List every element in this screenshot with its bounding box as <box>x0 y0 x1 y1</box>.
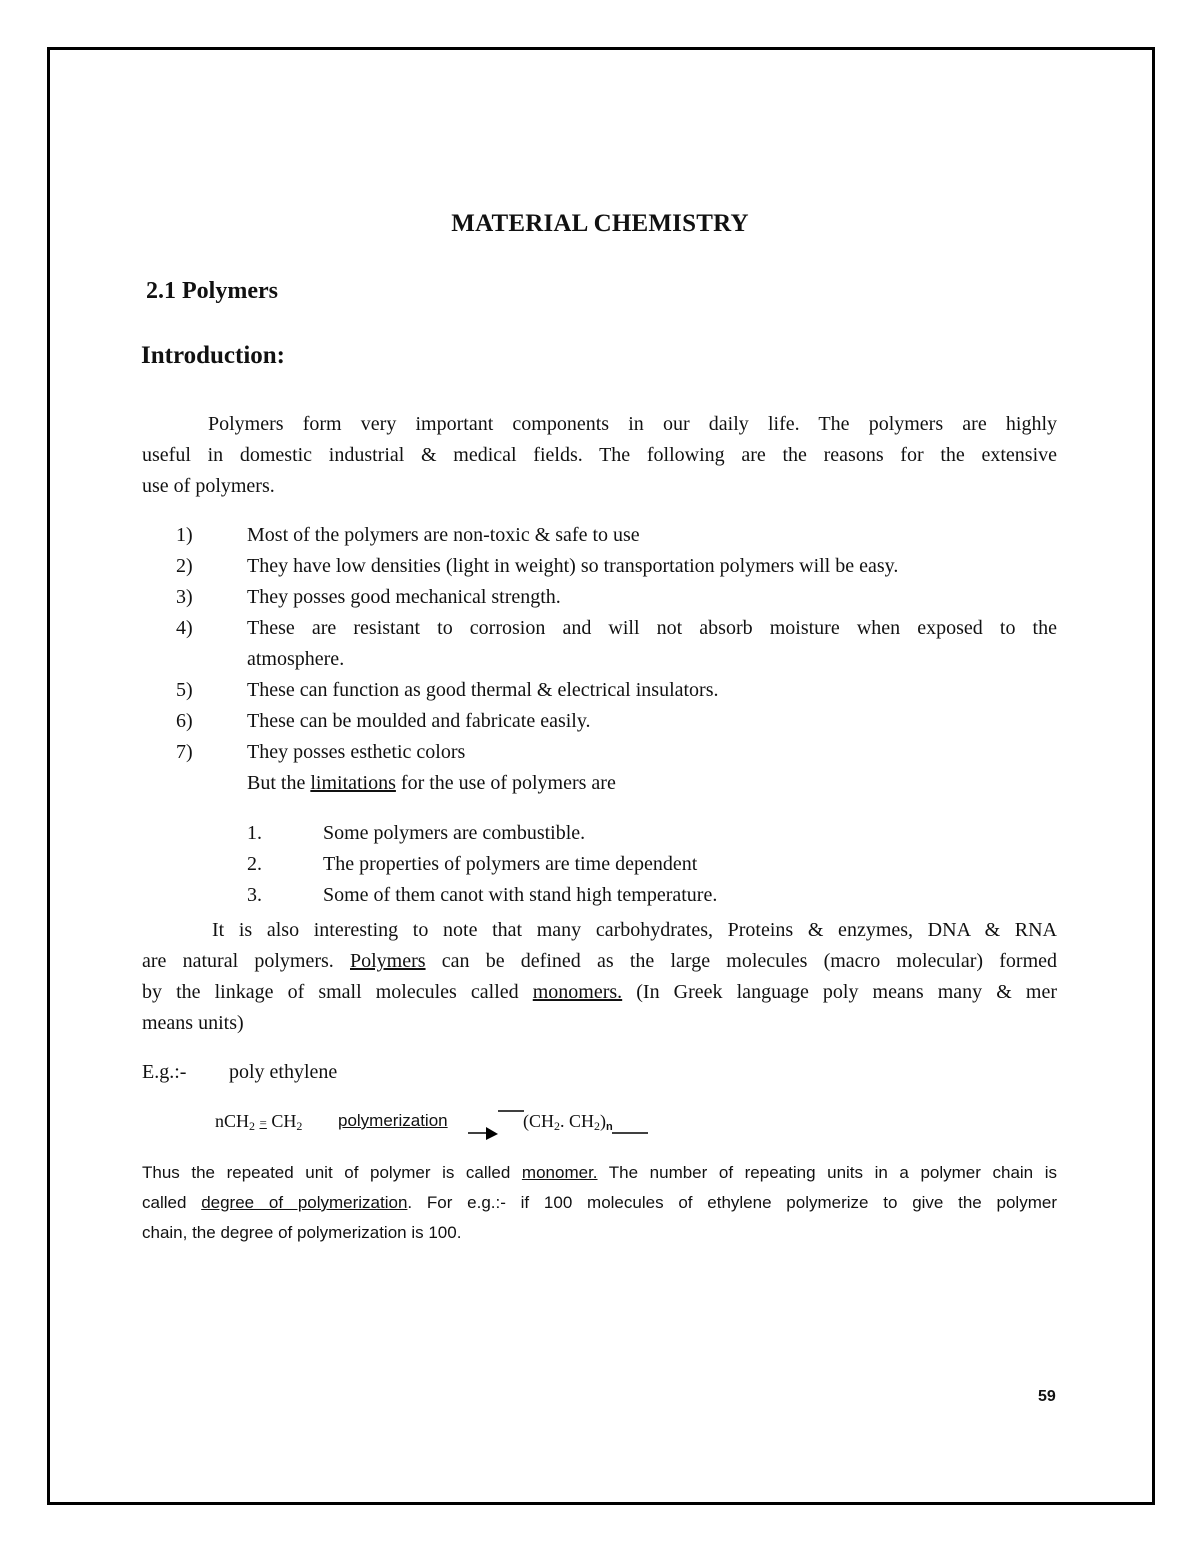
list-item: Some polymers are combustible. <box>323 822 586 844</box>
list-item: The properties of polymers are time dependent <box>323 853 698 875</box>
monomer-term: monomer. <box>521 1163 598 1182</box>
list-item: They posses good mechanical strength. <box>247 586 561 608</box>
list-item: Most of the polymers are non-toxic & safe to use <box>247 524 640 546</box>
polymerization-equation <box>215 1111 302 1134</box>
natural-line-1: It is also interesting to note that many carbohydrates, Proteins & enzymes, DNA & RNA <box>212 919 1057 941</box>
double-bond-sign: = <box>259 1115 267 1130</box>
limitations-intro-text-end: for the use of polymers are <box>395 772 616 794</box>
subscript: 2 <box>296 1119 303 1133</box>
natural-polymers-paragraph <box>142 915 1057 1039</box>
list-item-number: 7) <box>176 741 193 763</box>
limitations-intro <box>247 772 616 795</box>
arrow-label: polymerization <box>338 1111 448 1130</box>
limitations-intro-text: But the <box>247 772 311 794</box>
intro-paragraph <box>142 409 1057 502</box>
closing-line-2-start: called <box>142 1193 202 1212</box>
list-item: They posses esthetic colors <box>247 741 466 763</box>
list-item: These can function as good thermal & electrical insulators. <box>247 679 719 701</box>
closing-line-1 <box>142 1158 1057 1188</box>
closing-line-1-end: The number of repeating units in a polymer chain is <box>597 1163 1057 1182</box>
closing-line-2 <box>142 1188 1057 1218</box>
reactant-ch2-n: nCH <box>215 1111 250 1131</box>
list-item-number: 3. <box>247 884 262 906</box>
list-item-number: 1) <box>176 524 193 546</box>
natural-line-3 <box>142 977 1057 1008</box>
list-item-number: 3) <box>176 586 193 608</box>
polymers-term: Polymers <box>350 950 426 972</box>
intro-heading: Introduction: <box>141 342 286 369</box>
subscript: 2 <box>249 1119 256 1133</box>
intro-line-3: use of polymers. <box>142 475 275 497</box>
subscript: 2 <box>554 1119 560 1133</box>
monomers-term: monomers. <box>532 981 623 1003</box>
natural-line-3-end: (In Greek language poly means many & mer <box>622 981 1057 1003</box>
intro-line-1: Polymers form very important components in our daily life. The polymers are highly <box>208 413 1057 435</box>
closing-line-1-start: Thus the repeated unit of polymer is called <box>142 1163 522 1182</box>
list-item: These can be moulded and fabricate easily. <box>247 710 591 732</box>
list-item-number: 1. <box>247 822 262 844</box>
limitations-underlined: limitations <box>310 772 396 794</box>
natural-line-3-start: by the linkage of small molecules called <box>142 981 533 1003</box>
product-middle: . CH <box>560 1111 595 1131</box>
page-title: MATERIAL CHEMISTRY <box>451 210 749 237</box>
example-label: E.g.:- <box>142 1061 187 1083</box>
list-item-number: 6) <box>176 710 193 732</box>
natural-line-2-end: can be defined as the large molecules (macro molecular) formed <box>425 950 1058 972</box>
natural-line-4: means units) <box>142 1012 244 1034</box>
subscript-n: n <box>606 1121 613 1133</box>
product-start: (CH <box>523 1111 554 1131</box>
list-item: They have low densities (light in weight) so transportation polymers will be easy. <box>247 555 899 577</box>
product-formula <box>523 1111 613 1134</box>
list-item-continuation: atmosphere. <box>247 648 345 670</box>
list-item: These are resistant to corrosion and will not absorb moisture when exposed to the <box>247 617 1057 639</box>
list-item-number: 4) <box>176 617 193 639</box>
page-number: 59 <box>1038 1388 1056 1405</box>
closing-line-2-end: . For e.g.:- if 100 molecules of ethylene polymerize to give the polymer <box>407 1193 1057 1212</box>
natural-line-2 <box>142 946 1057 977</box>
intro-line-2: useful in domestic industrial & medical fields. The following are the reasons for the extensive <box>142 444 1057 466</box>
subscript: 2 <box>594 1119 601 1133</box>
section-heading: 2.1 Polymers <box>146 278 278 304</box>
closing-line-3: chain, the degree of polymerization is 100. <box>142 1223 462 1242</box>
closing-paragraph <box>142 1158 1057 1248</box>
product-end: ) <box>600 1111 607 1131</box>
degree-of-polymerization-term: degree of polymerization <box>201 1193 408 1212</box>
natural-line-2-start: are natural polymers. <box>142 950 350 972</box>
list-item-number: 2. <box>247 853 262 875</box>
list-item-number: 5) <box>176 679 193 701</box>
reactant-ch2: CH <box>271 1111 297 1131</box>
example-name: poly ethylene <box>229 1061 338 1083</box>
list-item-number: 2) <box>176 555 193 577</box>
list-item: Some of them canot with stand high temperature. <box>323 884 718 906</box>
